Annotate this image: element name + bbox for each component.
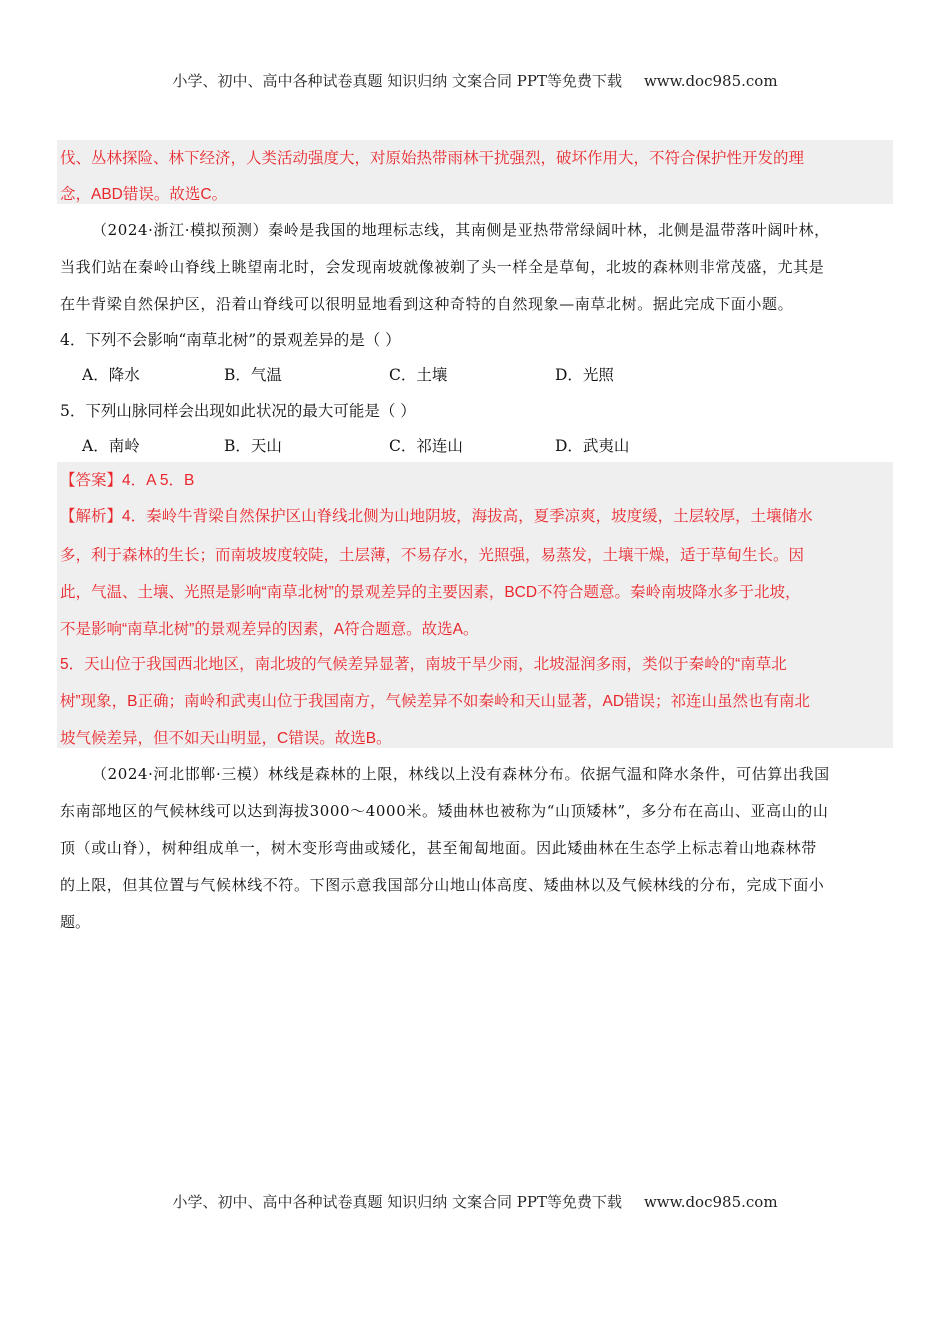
q4-stem: 4．下列不会影响“南草北树”的景观差异的是（ ）	[60, 331, 401, 349]
header-site-link[interactable]: www.doc985.com	[643, 72, 778, 90]
analysis-label: 【解析】	[60, 508, 123, 525]
analysis-line3: 此，气温、土壤、光照是影响“南草北树”的景观差异的主要因素，BCD不符合题意。秦岭南坡降水多于北坡，	[60, 584, 801, 601]
answer-text: 4．A 5．B	[122, 472, 195, 489]
footer-text: 小学、初中、高中各种试卷真题 知识归纳 文案合同 PPT等免费下载	[172, 1193, 622, 1211]
q5-option-c[interactable]: C．祁连山	[389, 437, 463, 455]
passage1-line1: （2024·浙江·模拟预测）秦岭是我国的地理标志线，其南侧是亚热带常绿阔叶林，北侧是温带落叶阔叶林，	[92, 221, 830, 239]
analysis-line2: 多，利于森林的生长；而南坡坡度较陡，土层薄，不易存水，光照强，易蒸发，土壤干燥，适于草甸生长。因	[60, 547, 805, 564]
passage2-line1: （2024·河北邯郸·三模）林线是森林的上限，林线以上没有森林分布。依据气温和降水条件，可估算出我国	[92, 765, 830, 783]
analysis-q4-part1: 4．秦岭牛背梁自然保护区山脊线北侧为山地阴坡，海拔高，夏季凉爽，坡度缓，土层较厚，土壤储水	[122, 508, 813, 525]
q5-option-a[interactable]: A．南岭	[82, 437, 140, 455]
analysis-line6: 树”现象，B正确；南岭和武夷山位于我国南方，气候差异不如秦岭和天山显著，AD错误；祁连山虽然也有南北	[60, 693, 811, 710]
page-header	[0, 70, 950, 91]
prev-answer-line1: 伐、丛林探险、林下经济，人类活动强度大，对原始热带雨林干扰强烈，破坏作用大，不符合保护性开发的理	[60, 150, 805, 167]
passage2-line3: 顶（或山脊），树种组成单一，树木变形弯曲或矮化，甚至匍匐地面。因此矮曲林在生态学上标志着山地森林带	[60, 839, 817, 857]
passage2-line5: 题。	[60, 913, 91, 931]
passage2-line2: 东南部地区的气候林线可以达到海拔3000～4000米。矮曲林也被称为“山顶矮林”，多分布在高山、亚高山的山	[60, 802, 829, 820]
header-text: 小学、初中、高中各种试卷真题 知识归纳 文案合同 PPT等免费下载	[172, 72, 622, 90]
q5-option-b[interactable]: B．天山	[224, 437, 282, 455]
passage1-line2: 当我们站在秦岭山脊线上眺望南北时，会发现南坡就像被剃了头一样全是草甸，北坡的森林则非常茂盛，尤其是	[60, 258, 825, 276]
analysis-line4: 不是影响“南草北树”的景观差异的因素，A符合题意。故选A。	[60, 621, 479, 638]
q4-option-b[interactable]: B．气温	[224, 366, 282, 384]
page-footer	[0, 1191, 950, 1212]
q5-option-d[interactable]: D．武夷山	[555, 437, 630, 455]
analysis-line1	[60, 504, 813, 526]
answer-line	[60, 468, 194, 490]
analysis-line5: 5．天山位于我国西北地区，南北坡的气候差异显著，南坡干旱少雨，北坡湿润多雨，类似于秦岭的“南草北	[60, 656, 787, 673]
q4-option-d[interactable]: D．光照	[555, 366, 614, 384]
answer-label: 【答案】	[60, 472, 123, 489]
q5-stem: 5．下列山脉同样会出现如此状况的最大可能是（ ）	[60, 402, 416, 420]
passage1-line3: 在牛背梁自然保护区，沿着山脊线可以很明显地看到这种奇特的自然现象—南草北树。据此完成下面小题。	[60, 295, 794, 313]
footer-site-link[interactable]: www.doc985.com	[643, 1193, 778, 1211]
analysis-line7: 坡气候差异，但不如天山明显，C错误。故选B。	[60, 730, 392, 747]
q4-option-a[interactable]: A．降水	[82, 366, 140, 384]
q4-option-c[interactable]: C．土壤	[389, 366, 448, 384]
passage2-line4: 的上限，但其位置与气候林线不符。下图示意我国部分山地山体高度、矮曲林以及气候林线的分布，完成下面小	[60, 876, 825, 894]
prev-answer-line2: 念，ABD错误。故选C。	[60, 186, 228, 203]
